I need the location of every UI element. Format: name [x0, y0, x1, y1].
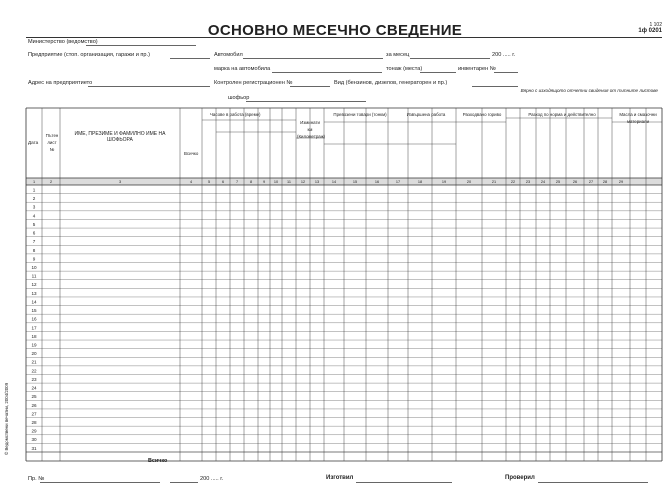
col-fuel-header: Разходвано гориво: [462, 112, 502, 117]
column-number: 13: [314, 180, 320, 184]
column-number: 12: [300, 180, 306, 184]
col-work-header: Извършена работа: [406, 112, 446, 117]
registration-label: Контролен регистрационен №: [214, 80, 293, 86]
column-number: 18: [417, 180, 423, 184]
col-mileage-header: Изминати км (Километраж): [297, 120, 326, 139]
form-code-line-2: 1ф 0201: [638, 28, 662, 34]
column-number: 22: [510, 180, 516, 184]
side-print: © Ведомствени печатни, 2004/2009: [4, 382, 9, 455]
column-number: 9: [262, 180, 266, 184]
column-number: 3: [118, 180, 122, 184]
row-number: 22: [31, 368, 37, 374]
row-number: 3: [32, 204, 36, 210]
row-number: 28: [31, 420, 37, 426]
compiled-field[interactable]: [356, 482, 452, 483]
row-number: 18: [31, 333, 37, 339]
column-number: 2: [49, 180, 53, 184]
row-number: 9: [32, 256, 36, 262]
row-number: 8: [32, 247, 36, 253]
document-title: ОСНОВНО МЕСЕЧНО СВЕДЕНИЕ: [207, 22, 463, 39]
column-number: 5: [207, 180, 211, 184]
row-number: 21: [31, 359, 37, 365]
column-number: 1: [32, 180, 36, 184]
register-field[interactable]: [40, 482, 160, 483]
checked-field[interactable]: [538, 482, 648, 483]
column-number: 23: [525, 180, 531, 184]
tonnage-label: тонаж (места): [386, 66, 423, 72]
column-number: 15: [352, 180, 358, 184]
column-number: 24: [540, 180, 546, 184]
column-number: 8: [249, 180, 253, 184]
column-number: 11: [287, 180, 291, 184]
col-norm-header: Разход по норма и действително: [528, 112, 596, 117]
column-number: 14: [331, 180, 337, 184]
header-note: Вярно с изходящото отчетни свидения от пътните листове: [520, 88, 658, 93]
column-number: 4: [189, 180, 193, 184]
row-number: 23: [31, 376, 37, 382]
col-waybill-header: Пътен лист №: [45, 133, 59, 152]
row-number: 27: [31, 411, 37, 417]
month-label: за месец: [386, 52, 410, 58]
row-number: 29: [31, 428, 37, 434]
form-code-line-1: 1 102: [649, 22, 662, 28]
row-number: 20: [31, 351, 37, 357]
footer-date: 200 ..... г.: [200, 476, 224, 482]
row-number: 12: [31, 282, 37, 288]
ministry-label: Министерство (ведомство): [28, 39, 98, 45]
col-work-time-header: Часове в работа (време): [210, 112, 261, 117]
car-label: Автомобил: [214, 52, 243, 58]
column-number: 19: [441, 180, 447, 184]
footer-date-field[interactable]: [170, 482, 198, 483]
enterprise-label: Предприятие (стоп. организация, гаражи и пр.): [28, 52, 150, 58]
year-label: 200 ..... г.: [492, 52, 516, 58]
row-number: 31: [31, 445, 37, 451]
row-number: 25: [31, 394, 37, 400]
column-number: 27: [588, 180, 594, 184]
row-number: 19: [31, 342, 37, 348]
checked-label: Проверил: [505, 475, 535, 481]
row-number: 16: [31, 316, 37, 322]
column-number: 17: [395, 180, 401, 184]
col-date-header: Дата: [28, 140, 39, 145]
row-number: 24: [31, 385, 37, 391]
column-number: 7: [235, 180, 239, 184]
row-number: 26: [31, 402, 37, 408]
row-number: 15: [31, 308, 37, 314]
compiled-label: Изготвил: [326, 475, 354, 481]
col-total-header: Всичко: [184, 151, 199, 156]
row-number: 1: [32, 187, 36, 193]
column-number: 10: [273, 180, 279, 184]
column-number: 25: [555, 180, 561, 184]
register-label: Пр. №: [28, 476, 45, 482]
row-number: 30: [31, 437, 37, 443]
row-number: 11: [31, 273, 37, 279]
row-number: 6: [32, 230, 36, 236]
row-number: 5: [32, 221, 36, 227]
row-number: 17: [31, 325, 37, 331]
car-brand-label: марка на автомобила: [214, 66, 271, 72]
row-number: 10: [31, 264, 37, 270]
address-label: Адрес на предприятието: [28, 80, 93, 86]
row-number: 14: [31, 299, 37, 305]
column-number: 16: [374, 180, 380, 184]
col-driver-header: ИМЕ, ПРЕЗИМЕ И ФАМИЛНО ИМЕ НА ШОФЬОРА: [74, 131, 166, 143]
row-number: 4: [32, 213, 36, 219]
column-number: 20: [466, 180, 472, 184]
inventory-label: инвентарен №: [458, 66, 496, 72]
col-oils-header: Масла и смазочни материали: [619, 112, 657, 124]
column-number: 28: [602, 180, 608, 184]
column-number: 26: [572, 180, 578, 184]
total-row-label: Всичко: [148, 458, 168, 464]
row-number: 7: [32, 239, 36, 245]
row-number: 2: [32, 196, 36, 202]
column-number: 6: [221, 180, 225, 184]
column-number: 29: [618, 180, 624, 184]
row-number: 13: [31, 290, 37, 296]
driver-label: шофьор: [228, 95, 250, 101]
column-number: 21: [491, 180, 497, 184]
fuel-type-label: Вид (бензинов, дизелов, генераторен и пр.): [334, 80, 448, 86]
col-tonnage-header: Превозени товари (тонкм): [333, 112, 387, 117]
